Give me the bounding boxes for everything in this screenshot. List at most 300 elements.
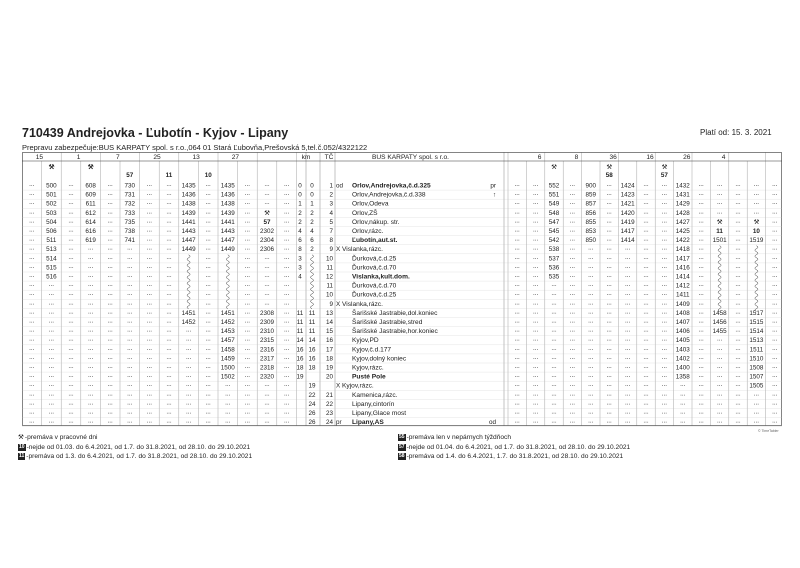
no-service: ... <box>661 181 668 188</box>
no-service: ... <box>68 317 74 325</box>
no-service: ... <box>643 381 649 389</box>
no-service: ... <box>643 417 649 425</box>
no-service: ... <box>643 399 649 407</box>
no-service: ... <box>87 290 94 298</box>
no-service: ... <box>588 363 594 370</box>
no-service: ... <box>514 399 520 407</box>
no-service: ... <box>68 199 74 207</box>
no-service: ... <box>606 344 612 352</box>
tc-value: 23 <box>325 410 333 417</box>
tc-value: 22 <box>325 400 333 408</box>
no-service: ... <box>166 363 172 370</box>
no-service: ... <box>205 308 211 316</box>
tc-value: 10 <box>325 291 333 299</box>
departure-time: 504 <box>46 218 57 226</box>
no-service: ... <box>185 335 192 343</box>
no-service: ... <box>68 390 74 398</box>
no-service: ... <box>146 253 153 261</box>
no-service: ... <box>146 217 153 225</box>
no-service: ... <box>107 244 113 252</box>
no-service: ... <box>283 381 290 389</box>
no-service: ... <box>643 235 649 243</box>
no-service: ... <box>698 235 704 243</box>
no-service: ... <box>772 317 778 325</box>
no-service: ... <box>205 372 211 380</box>
no-service: ... <box>532 272 539 279</box>
no-service: ... <box>606 308 612 316</box>
no-service: ... <box>48 317 55 325</box>
no-service: ... <box>127 408 133 416</box>
no-service: ... <box>569 262 576 270</box>
km-value: 24 <box>308 400 316 408</box>
no-service: ... <box>753 190 760 198</box>
no-service: ... <box>283 390 290 398</box>
no-service: ... <box>107 181 113 188</box>
no-service: ... <box>29 408 35 416</box>
departure-time: 1507 <box>749 373 764 381</box>
no-service: ... <box>588 344 594 352</box>
no-service: ... <box>127 281 133 289</box>
station-name: Ďurková,č.d.25 <box>352 255 397 263</box>
no-service: ... <box>569 235 576 243</box>
no-service: ... <box>698 244 704 252</box>
no-service: ... <box>205 208 211 216</box>
no-service: ... <box>569 372 576 380</box>
departure-time: 1408 <box>675 309 690 317</box>
departure-time: 608 <box>85 182 96 190</box>
km-value: 11 <box>308 309 316 317</box>
no-service: ... <box>735 308 741 316</box>
tc-value: 19 <box>325 364 333 372</box>
no-service: ... <box>146 208 153 216</box>
no-service: ... <box>146 353 153 361</box>
departure-time: 1452 <box>220 319 235 326</box>
no-service: ... <box>244 408 251 416</box>
no-service: ... <box>48 344 55 352</box>
no-service: ... <box>166 417 172 425</box>
no-service: ... <box>205 363 211 370</box>
departure-time: 2306 <box>259 246 275 254</box>
no-service: ... <box>698 272 704 279</box>
no-service: ... <box>264 299 270 307</box>
departure-time: 57 <box>263 218 271 226</box>
no-service: ... <box>624 381 631 389</box>
no-service: ... <box>166 299 172 307</box>
no-service: ... <box>588 335 594 343</box>
km-value: 8 <box>298 246 302 254</box>
no-service: ... <box>643 299 649 307</box>
no-service: ... <box>244 290 251 298</box>
departure-time: 859 <box>585 191 597 199</box>
no-service: ... <box>680 381 686 389</box>
no-service: ... <box>68 408 74 416</box>
departure-time: 503 <box>46 209 57 217</box>
departure-time: 1455 <box>712 328 727 336</box>
no-service: ... <box>716 199 723 207</box>
no-service: ... <box>643 308 649 316</box>
no-service: ... <box>107 190 113 198</box>
no-service: ... <box>624 290 631 298</box>
no-service: ... <box>624 344 631 352</box>
no-service: ... <box>772 417 778 425</box>
departure-time: 1514 <box>749 328 764 336</box>
no-service: ... <box>225 390 231 398</box>
departure-time: 535 <box>548 273 560 281</box>
no-service: ... <box>29 317 35 325</box>
km-value: 3 <box>298 255 302 263</box>
no-service: ... <box>283 408 290 416</box>
no-service: ... <box>661 190 668 198</box>
no-service: ... <box>107 235 113 243</box>
no-service: ... <box>127 417 133 425</box>
departure-time: 1439 <box>181 209 196 217</box>
no-service: ... <box>29 290 35 298</box>
departure-time: 1417 <box>675 255 690 263</box>
tc-value: 20 <box>325 373 333 381</box>
no-service: ... <box>514 408 520 416</box>
departure-time: 2308 <box>259 309 275 317</box>
no-service: ... <box>716 344 723 352</box>
no-service: ... <box>551 344 557 352</box>
no-service: ... <box>48 335 55 343</box>
no-service: ... <box>87 326 94 334</box>
km-value: 2 <box>310 218 314 226</box>
no-service: ... <box>606 363 612 370</box>
no-service: ... <box>87 299 94 307</box>
no-service: ... <box>166 181 172 188</box>
no-service: ... <box>588 308 594 316</box>
no-service: ... <box>514 308 520 316</box>
no-service: ... <box>244 390 251 398</box>
no-service: ... <box>146 326 153 334</box>
no-service: ... <box>643 226 649 234</box>
no-service: ... <box>127 363 133 370</box>
departure-time: 538 <box>548 246 560 254</box>
tc-value: 11 <box>326 264 333 272</box>
timetable-grid <box>22 152 782 427</box>
departure-time: 853 <box>585 228 597 235</box>
note-key: 58 <box>399 453 405 460</box>
no-service: ... <box>166 335 172 343</box>
departure-time: 501 <box>46 191 57 199</box>
no-service: ... <box>146 262 153 270</box>
no-service: ... <box>624 244 631 252</box>
tc-value: 17 <box>325 346 333 354</box>
km-value: 14 <box>308 337 316 345</box>
no-service: ... <box>68 353 74 361</box>
departure-time: 1419 <box>620 218 635 226</box>
no-service: ... <box>514 372 520 380</box>
no-service: ... <box>48 363 55 370</box>
departure-time: 542 <box>548 237 560 245</box>
no-service: ... <box>588 290 594 298</box>
no-service: ... <box>698 390 704 398</box>
no-service: ... <box>283 235 290 243</box>
no-service: ... <box>569 390 576 398</box>
tc-value: 9 <box>329 300 333 308</box>
no-service: ... <box>772 372 778 380</box>
no-service: ... <box>661 235 668 243</box>
no-service: ... <box>29 353 35 361</box>
no-service: ... <box>127 372 133 380</box>
departure-time: 1414 <box>675 273 690 281</box>
no-service: ... <box>48 399 55 407</box>
station-name: Vislanka,kult.dom. <box>352 273 410 281</box>
no-service: ... <box>735 262 741 270</box>
no-service: ... <box>532 281 539 289</box>
no-service: ... <box>244 417 251 425</box>
no-service: ... <box>551 390 557 398</box>
no-service: ... <box>514 417 520 425</box>
departure-time: 2316 <box>259 346 275 354</box>
no-service: ... <box>87 399 94 407</box>
no-service: ... <box>205 235 211 243</box>
no-service: ... <box>225 381 231 389</box>
no-service: ... <box>698 281 704 289</box>
station-prefix: X <box>336 246 341 254</box>
no-service: ... <box>532 344 539 352</box>
no-service: ... <box>29 235 35 243</box>
no-service: ... <box>772 262 778 270</box>
no-service: ... <box>606 326 612 334</box>
departure-time: 1420 <box>620 209 635 217</box>
tc-value: 3 <box>329 200 333 208</box>
note-key: 10 <box>19 443 25 450</box>
no-service: ... <box>29 344 35 352</box>
no-service: ... <box>735 390 741 398</box>
no-service: ... <box>514 217 520 225</box>
no-service: ... <box>185 363 192 370</box>
departure-time: 514 <box>46 255 57 263</box>
no-service: ... <box>48 326 55 334</box>
no-service: ... <box>551 399 557 407</box>
no-service: ... <box>532 190 539 198</box>
no-service: ... <box>569 244 576 252</box>
no-service: ... <box>772 290 778 298</box>
station-prefix: X <box>336 382 341 390</box>
no-service: ... <box>661 208 668 216</box>
no-service: ... <box>698 208 704 216</box>
no-service: ... <box>772 308 778 316</box>
note-mark: 57 <box>126 172 134 179</box>
no-service: ... <box>146 408 153 416</box>
no-service: ... <box>661 299 668 307</box>
no-service: ... <box>643 272 649 279</box>
no-service: ... <box>244 381 251 389</box>
no-service: ... <box>107 372 113 380</box>
no-service: ... <box>68 244 74 252</box>
no-service: ... <box>29 272 35 279</box>
departure-time: 2320 <box>259 373 275 381</box>
no-service: ... <box>661 417 668 425</box>
no-service: ... <box>87 381 94 389</box>
no-service: ... <box>569 281 576 289</box>
no-service: ... <box>283 272 290 279</box>
note-key: 57 <box>399 443 405 450</box>
no-service: ... <box>29 381 35 389</box>
note-mark: ⚒ <box>551 164 557 171</box>
km-value: 18 <box>296 364 304 372</box>
no-service: ... <box>264 253 270 261</box>
no-service: ... <box>532 199 539 207</box>
tc-value: 5 <box>329 218 333 226</box>
note-line <box>398 443 630 453</box>
no-service: ... <box>661 363 668 370</box>
no-service: ... <box>735 381 741 389</box>
no-service: ... <box>661 226 668 234</box>
station-name: Lipany,AS <box>352 419 384 427</box>
departure-time: 506 <box>46 228 57 235</box>
no-service: ... <box>661 244 668 252</box>
no-service: ... <box>753 408 760 416</box>
no-service: ... <box>107 408 113 416</box>
no-service: ... <box>772 226 778 234</box>
no-service: ... <box>264 281 270 289</box>
station-name: Orlov,nákup. str. <box>352 218 400 226</box>
no-service: ... <box>716 381 723 389</box>
no-service: ... <box>244 299 251 307</box>
no-service: ... <box>68 272 74 279</box>
no-service: ... <box>205 344 211 352</box>
no-service: ... <box>735 408 741 416</box>
departure-time: 1458 <box>712 309 727 317</box>
departure-time: 2318 <box>259 364 275 372</box>
departure-time: 1418 <box>675 246 690 254</box>
no-service: ... <box>735 253 741 261</box>
no-service: ... <box>68 253 74 261</box>
no-service: ... <box>68 235 74 243</box>
no-service: ... <box>283 308 290 316</box>
no-service: ... <box>68 363 74 370</box>
no-service: ... <box>624 390 631 398</box>
departure-time: 1405 <box>675 337 690 345</box>
no-service: ... <box>283 181 290 188</box>
departure-time: ⚒ <box>716 218 723 226</box>
departure-time: 1510 <box>749 355 764 363</box>
no-service: ... <box>166 408 172 416</box>
no-service: ... <box>753 399 760 407</box>
no-service: ... <box>753 417 760 425</box>
km-value: 16 <box>308 355 316 363</box>
no-service: ... <box>48 408 55 416</box>
no-service: ... <box>551 281 557 289</box>
no-service: ... <box>244 190 251 198</box>
no-service: ... <box>661 399 668 407</box>
no-service: ... <box>146 299 153 307</box>
no-service: ... <box>569 417 576 425</box>
no-service: ... <box>127 317 133 325</box>
no-service: ... <box>29 390 35 398</box>
no-service: ... <box>698 199 704 207</box>
no-service: ... <box>87 344 94 352</box>
no-service: ... <box>127 262 133 270</box>
timetable-title: 710439 Andrejovka - Ľubotín - Kyjov - Lipany <box>22 126 289 140</box>
tc-value: 24 <box>325 419 333 427</box>
no-service: ... <box>87 272 94 279</box>
departure-time: 609 <box>85 191 96 199</box>
no-service: ... <box>588 326 594 334</box>
no-service: ... <box>283 372 290 380</box>
departure-time: 1451 <box>181 309 196 317</box>
no-service: ... <box>716 190 723 198</box>
no-service: ... <box>68 208 74 216</box>
no-service: ... <box>532 363 539 370</box>
note-line <box>18 452 252 462</box>
no-service: ... <box>244 363 251 370</box>
km-header: km <box>301 154 311 161</box>
no-service: ... <box>205 262 211 270</box>
departure-time: 1429 <box>675 200 690 208</box>
no-service: ... <box>244 281 251 289</box>
no-service: ... <box>643 326 649 334</box>
no-service: ... <box>244 344 251 352</box>
no-service: ... <box>661 372 668 380</box>
no-service: ... <box>698 190 704 198</box>
no-service: ... <box>716 399 723 407</box>
km-value: 16 <box>296 355 304 363</box>
no-service: ... <box>166 399 172 407</box>
no-service: ... <box>698 335 704 343</box>
note-line <box>398 433 630 443</box>
km-value: 2 <box>310 209 314 217</box>
no-service: ... <box>29 308 35 316</box>
note-line <box>18 433 252 443</box>
km-value: 2 <box>298 218 302 226</box>
departure-time: 1458 <box>220 346 235 354</box>
departure-time: 1406 <box>675 328 690 336</box>
no-service: ... <box>244 235 251 243</box>
no-service: ... <box>532 299 539 307</box>
no-service: ... <box>735 181 741 188</box>
no-service: ... <box>283 344 290 352</box>
no-service: ... <box>68 181 74 188</box>
no-service: ... <box>107 308 113 316</box>
no-service: ... <box>264 290 270 298</box>
no-service: ... <box>205 417 211 425</box>
station-name: Vislanka,rázc. <box>342 246 383 254</box>
no-service: ... <box>569 381 576 389</box>
km-value: 16 <box>308 346 316 354</box>
no-service: ... <box>551 381 557 389</box>
no-service: ... <box>166 190 172 198</box>
station-suffix: ↑ <box>492 191 496 199</box>
no-service: ... <box>624 372 631 380</box>
no-service: ... <box>29 244 35 252</box>
departure-time: 537 <box>548 255 560 263</box>
no-service: ... <box>166 344 172 352</box>
no-service: ... <box>514 344 520 352</box>
km-value: 2 <box>298 209 302 217</box>
station-header: BUS KARPATY spol. s r.o. <box>372 154 449 161</box>
no-service: ... <box>514 272 520 279</box>
no-service: ... <box>166 326 172 334</box>
tc-value: 18 <box>325 355 333 363</box>
no-service: ... <box>514 363 520 370</box>
no-service: ... <box>735 326 741 334</box>
km-value: 1 <box>298 200 302 208</box>
no-service: ... <box>264 408 270 416</box>
no-service: ... <box>68 381 74 389</box>
no-service: ... <box>661 290 668 298</box>
departure-time: 1358 <box>675 373 690 381</box>
departure-time: 1407 <box>675 319 690 326</box>
note-mark: 11 <box>165 172 173 179</box>
no-service: ... <box>569 217 576 225</box>
no-service: ... <box>698 262 704 270</box>
no-service: ... <box>146 244 153 252</box>
no-service: ... <box>624 253 631 261</box>
no-service: ... <box>185 390 192 398</box>
